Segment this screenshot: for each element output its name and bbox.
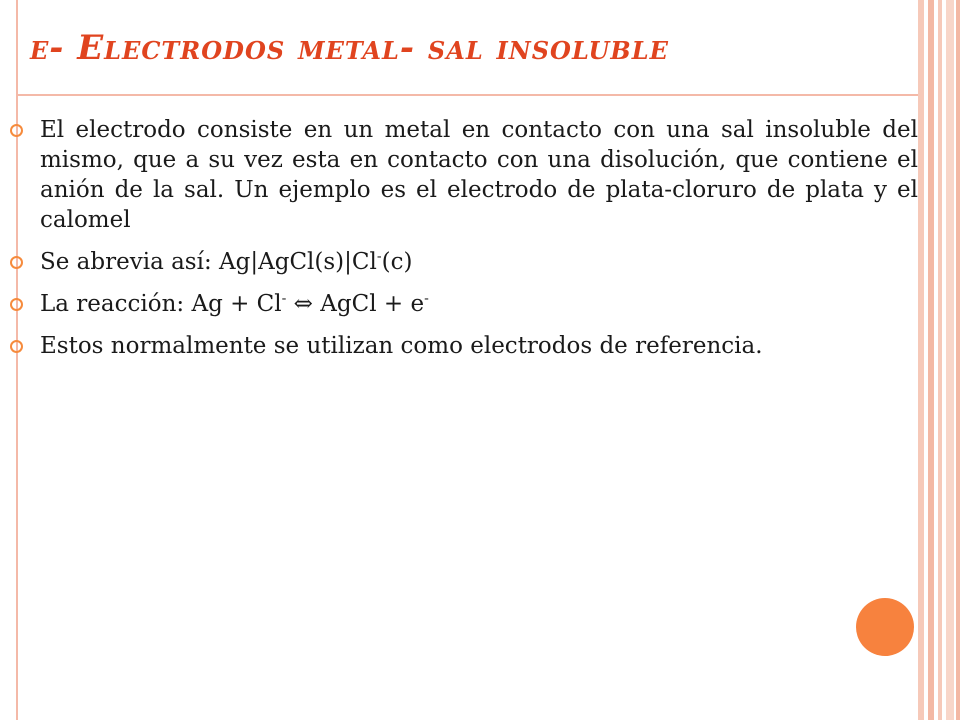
superscript: - [424,290,429,307]
bullet-icon [10,256,23,269]
bullet-icon [10,298,23,311]
title-rule [16,94,918,96]
stripe [938,0,942,720]
bullet-text: (c) [381,249,413,275]
bullet-list [40,115,918,373]
stripe [918,0,924,720]
bullet-item [40,247,918,277]
bullet-item [40,115,918,235]
bullet-text: Estos normalmente se utilizan como electrodos de referencia. [40,333,763,359]
left-frame-line [16,0,18,720]
right-stripes [918,0,960,720]
bullet-icon [10,124,23,137]
decorative-orb [856,598,914,656]
superscript: - [376,248,382,265]
bullet-text: La reacción: Ag + Cl [40,291,282,317]
bullet-icon [10,340,23,353]
bullet-text: Se abrevia así: Ag|AgCl(s)|Cl [40,249,377,275]
stripe [956,0,960,720]
bullet-text: El electrodo consiste en un metal en contacto con una sal insoluble del mismo, que a su vez esta en contacto con una disolución, que contiene el anión de la sal. Un ejemplo es el electrodo de plata-cloruro de plata y el calomel [40,117,918,233]
slide-title: e- Electrodos metal- sal insoluble [30,28,669,68]
bullet-item [40,331,918,361]
stripe [928,0,934,720]
bullet-item [40,289,918,319]
stripe [946,0,954,720]
superscript: - [281,290,287,307]
bullet-text: ⇔ AgCl + e [286,291,425,317]
